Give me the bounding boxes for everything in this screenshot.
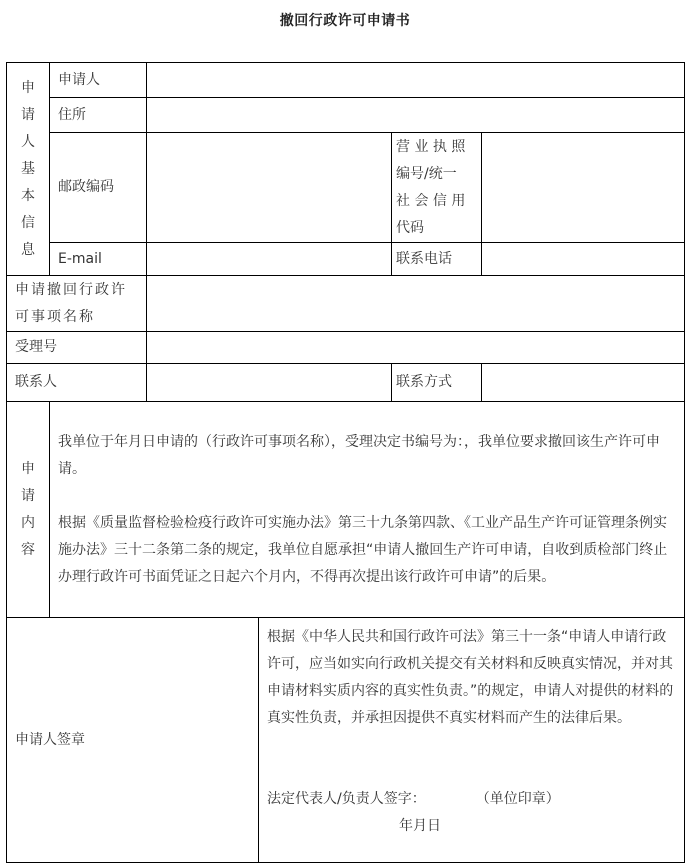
- signer-label: 法定代表人/负责人签字：: [267, 791, 426, 807]
- email-field[interactable]: [147, 243, 392, 276]
- date-label: 年月日: [399, 818, 441, 834]
- application-form-table: [6, 62, 685, 863]
- permit-item-name-field[interactable]: [147, 276, 685, 332]
- content-paragraph-2: 根据《质量监督检验检疫行政许可实施办法》第三十九条第四款、《工业产品生产许可证管理条例实施办法》三十二条第二条的规定，我单位自愿承担“申请人撤回生产许可申请，自收到质检部门终止办理行政许可书面凭证之日起六个月内，不得再次提出该行政许可申请”的后果。: [58, 514, 668, 585]
- document-title: 撤回行政许可申请书: [279, 13, 411, 29]
- phone-label: 联系电话: [392, 243, 482, 276]
- address-field[interactable]: [147, 98, 685, 133]
- email-label: E-mail: [50, 243, 147, 276]
- address-label: 住所: [50, 98, 147, 133]
- content-section-label: 申 请 内 容: [7, 402, 50, 618]
- postcode-field[interactable]: [147, 133, 392, 243]
- applicant-field[interactable]: [147, 63, 685, 98]
- acceptance-number-label: 受理号: [7, 332, 147, 364]
- license-number-field[interactable]: [482, 133, 685, 243]
- contact-method-field[interactable]: [482, 364, 685, 402]
- license-number-label: 营 业 执 照 编号/统一 社 会 信 用 代码: [392, 133, 482, 243]
- contact-person-label: 联系人: [7, 364, 147, 402]
- contact-person-field[interactable]: [147, 364, 392, 402]
- application-content: [50, 402, 685, 618]
- signer-line: [267, 786, 676, 813]
- basic-info-section-label: 申 请 人 基 本 信 息: [7, 63, 50, 276]
- signature-statement: 根据《中华人民共和国行政许可法》第三十一条“申请人申请行政许可，应当如实向行政机关提交有关材料和反映真实情况，并对其申请材料实质内容的真实性负责。”的规定，申请人对提供的材料的真实性负责，并承担因提供不真实材料而产生的法律后果。: [267, 629, 674, 726]
- permit-item-name-label: 申请撤回行政许可事项名称: [7, 276, 147, 332]
- signature-label: 申请人签章: [7, 618, 259, 863]
- acceptance-number-field[interactable]: [147, 332, 685, 364]
- phone-field[interactable]: [482, 243, 685, 276]
- signature-block: [259, 618, 685, 863]
- content-paragraph-1: 我单位于年月日申请的（行政许可事项名称），受理决定书编号为：，我单位要求撤回该生产许可申请。: [58, 433, 660, 477]
- seal-label: （单位印章）: [475, 791, 560, 807]
- applicant-label: 申请人: [50, 63, 147, 98]
- postcode-label: 邮政编码: [50, 133, 147, 243]
- contact-method-label: 联系方式: [392, 364, 482, 402]
